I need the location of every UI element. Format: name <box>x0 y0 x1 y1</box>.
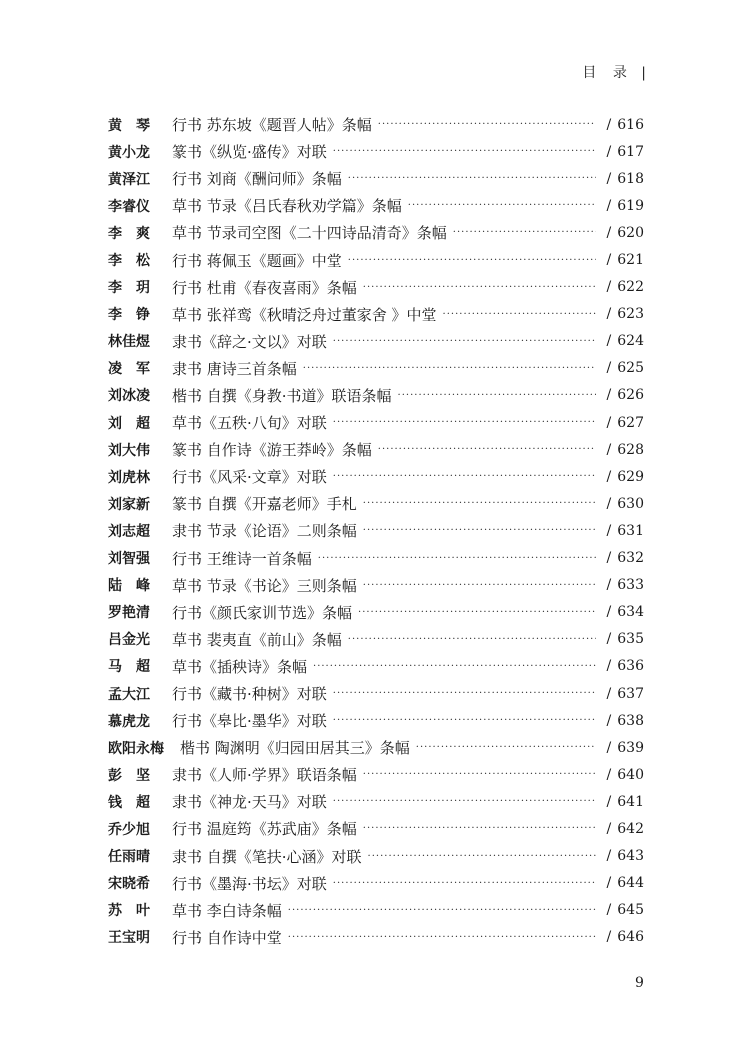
dot-leader <box>363 580 596 591</box>
page-value: 641 <box>617 793 644 810</box>
entry-author: 刘大伟 <box>108 442 150 459</box>
page-value: 629 <box>617 468 644 485</box>
entry-page-number <box>600 144 644 160</box>
entry-page-number <box>600 658 644 674</box>
entry-page-number <box>600 902 644 918</box>
page-value: 642 <box>617 820 644 837</box>
entry-author: 彭 坚 <box>108 767 150 784</box>
page-separator: / <box>606 387 612 404</box>
entry-title: 草书 节录司空图《二十四诗品清奇》条幅 <box>172 224 447 243</box>
entry-author: 慕虎龙 <box>108 713 150 730</box>
entry-title: 草书《五秩·八旬》对联 <box>172 414 327 433</box>
page-separator: / <box>606 522 612 539</box>
page-separator: / <box>606 441 612 458</box>
page-value: 619 <box>617 197 644 214</box>
page-value: 620 <box>617 224 644 241</box>
entry-author: 苏 叶 <box>108 903 150 920</box>
toc-entry[interactable] <box>108 870 644 897</box>
toc-entry[interactable] <box>108 626 644 653</box>
dot-leader <box>318 553 596 564</box>
entry-title: 隶书《人师·学界》联语条幅 <box>172 766 357 785</box>
entry-title: 楷书 自撰《身教·书道》联语条幅 <box>172 386 392 405</box>
entry-author: 刘 超 <box>108 415 150 432</box>
entry-page-number <box>600 740 644 756</box>
toc-entry[interactable] <box>108 761 644 788</box>
entry-title: 行书 蒋佩玉《题画》中堂 <box>172 251 342 270</box>
entry-title: 草书《插秧诗》条幅 <box>172 657 308 676</box>
toc-entry[interactable] <box>108 409 644 436</box>
entry-page-number <box>600 171 644 187</box>
page-separator: / <box>606 739 612 756</box>
page-separator: / <box>606 658 612 675</box>
entry-title: 隶书《辞之·文以》对联 <box>172 332 327 351</box>
page-value: 633 <box>617 577 644 594</box>
page-value: 640 <box>617 766 644 783</box>
page-value: 632 <box>617 550 644 567</box>
dot-leader <box>303 363 596 374</box>
entry-page-number <box>600 415 644 431</box>
entry-page-number <box>600 360 644 376</box>
page-separator: / <box>606 929 612 946</box>
entry-author: 乔少旭 <box>108 821 150 838</box>
entry-author: 罗艳清 <box>108 605 150 622</box>
page-value: 623 <box>617 306 644 323</box>
entry-page-number <box>600 306 644 322</box>
entry-title: 篆书 自作诗《游王莽岭》条幅 <box>172 441 372 460</box>
entry-page-number <box>600 767 644 783</box>
entry-page-number <box>600 821 644 837</box>
toc-entry[interactable] <box>108 680 644 707</box>
page-separator: / <box>606 414 612 431</box>
entry-page-number <box>600 686 644 702</box>
table-of-contents <box>108 111 644 951</box>
entry-title: 行书 苏东坡《题晋人帖》条幅 <box>172 116 372 135</box>
toc-entry[interactable] <box>108 463 644 490</box>
page-value: 634 <box>617 604 644 621</box>
page-separator: / <box>606 170 612 187</box>
toc-entry[interactable] <box>108 545 644 572</box>
dot-leader <box>313 661 596 672</box>
entry-title: 行书《风采·文章》对联 <box>172 468 327 487</box>
page-separator: / <box>606 577 612 594</box>
page-value: 628 <box>617 441 644 458</box>
toc-entry[interactable] <box>108 599 644 626</box>
entry-title: 行书 杜甫《春夜喜雨》条幅 <box>172 278 357 297</box>
dot-leader <box>333 471 596 482</box>
page-value: 626 <box>617 387 644 404</box>
page-separator: / <box>606 631 612 648</box>
entry-author: 李 爽 <box>108 225 150 242</box>
toc-entry[interactable] <box>108 111 644 138</box>
toc-entry[interactable] <box>108 274 644 301</box>
dot-leader <box>368 851 596 862</box>
page-separator: / <box>606 793 612 810</box>
dot-leader <box>363 823 596 834</box>
page-number: 9 <box>635 975 644 991</box>
dot-leader <box>333 715 596 726</box>
toc-entry[interactable] <box>108 328 644 355</box>
toc-entry[interactable] <box>108 301 644 328</box>
dot-leader <box>333 336 596 347</box>
page-value: 643 <box>617 848 644 865</box>
toc-entry[interactable] <box>108 653 644 680</box>
entry-page-number <box>600 333 644 349</box>
entry-title: 篆书《纵览·盛传》对联 <box>172 143 327 162</box>
page-separator: / <box>606 143 612 160</box>
toc-entry[interactable] <box>108 517 644 544</box>
toc-entry[interactable] <box>108 246 644 273</box>
entry-title: 行书 温庭筠《苏武庙》条幅 <box>172 820 357 839</box>
entry-title: 篆书 自撰《开嘉老师》手札 <box>172 495 357 514</box>
entry-page-number <box>600 496 644 512</box>
entry-page-number <box>600 794 644 810</box>
page-value: 630 <box>617 495 644 512</box>
entry-title: 楷书 陶渊明《归园田居其三》条幅 <box>180 739 410 758</box>
dot-leader <box>453 227 596 238</box>
entry-author: 刘虎林 <box>108 469 150 486</box>
page-value: 646 <box>617 929 644 946</box>
toc-entry[interactable] <box>108 219 644 246</box>
entry-page-number <box>600 929 644 945</box>
entry-page-number <box>600 279 644 295</box>
toc-entry[interactable] <box>108 490 644 517</box>
entry-page-number <box>600 604 644 620</box>
toc-entry[interactable] <box>108 192 644 219</box>
page-separator: / <box>606 197 612 214</box>
dot-leader <box>348 173 596 184</box>
entry-author: 孟大江 <box>108 686 150 703</box>
entry-page-number <box>600 469 644 485</box>
dot-leader <box>378 119 596 130</box>
page-separator: / <box>606 712 612 729</box>
toc-entry[interactable] <box>108 572 644 599</box>
toc-entry[interactable] <box>108 707 644 734</box>
page-separator: / <box>606 360 612 377</box>
page-value: 627 <box>617 414 644 431</box>
entry-author: 任雨晴 <box>108 849 150 866</box>
entry-title: 行书《皋比·墨华》对联 <box>172 712 327 731</box>
page-separator: / <box>606 279 612 296</box>
entry-page-number <box>600 523 644 539</box>
entry-author: 刘智强 <box>108 551 150 568</box>
toc-entry[interactable] <box>108 436 644 463</box>
dot-leader <box>333 878 596 889</box>
header-bar: | <box>641 65 646 81</box>
page-separator: / <box>606 685 612 702</box>
dot-leader <box>348 255 596 266</box>
entry-title: 隶书 唐诗三首条幅 <box>172 359 297 378</box>
entry-page-number <box>600 848 644 864</box>
page-separator: / <box>606 252 612 269</box>
entry-author: 李 铮 <box>108 307 150 324</box>
page-value: 639 <box>617 739 644 756</box>
entry-page-number <box>600 875 644 891</box>
entry-page-number <box>600 442 644 458</box>
header-label: 目 录 <box>582 65 633 81</box>
entry-page-number <box>600 387 644 403</box>
dot-leader <box>416 742 596 753</box>
entry-title: 草书 节录《吕氏春秋劝学篇》条幅 <box>172 197 402 216</box>
toc-entry[interactable] <box>108 382 644 409</box>
toc-entry[interactable] <box>108 897 644 924</box>
entry-title: 隶书 节录《论语》二则条幅 <box>172 522 357 541</box>
entry-page-number <box>600 225 644 241</box>
entry-title: 行书 自作诗中堂 <box>172 928 282 947</box>
page-separator: / <box>606 116 612 133</box>
page-value: 636 <box>617 658 644 675</box>
page-separator: / <box>606 306 612 323</box>
entry-author: 李 玥 <box>108 280 150 297</box>
dot-leader <box>333 146 596 157</box>
toc-entry[interactable] <box>108 734 644 761</box>
page-value: 635 <box>617 631 644 648</box>
dot-leader <box>363 282 596 293</box>
entry-title: 草书 裴夷直《前山》条幅 <box>172 630 342 649</box>
dot-leader <box>363 498 596 509</box>
dot-leader <box>333 688 596 699</box>
page-value: 637 <box>617 685 644 702</box>
toc-entry[interactable] <box>108 843 644 870</box>
entry-author: 李 松 <box>108 253 150 270</box>
page-separator: / <box>606 468 612 485</box>
entry-title: 隶书《神龙·天马》对联 <box>172 793 327 812</box>
dot-leader <box>408 200 596 211</box>
page-separator: / <box>606 766 612 783</box>
entry-page-number <box>600 252 644 268</box>
entry-author: 马 超 <box>108 659 150 676</box>
entry-author: 钱 超 <box>108 794 150 811</box>
dot-leader <box>333 417 596 428</box>
entry-page-number <box>600 713 644 729</box>
dot-leader <box>363 769 596 780</box>
entry-title: 行书 王维诗一首条幅 <box>172 549 312 568</box>
page-value: 638 <box>617 712 644 729</box>
toc-entry[interactable] <box>108 924 644 951</box>
toc-entry[interactable] <box>108 165 644 192</box>
page-separator: / <box>606 604 612 621</box>
page-value: 618 <box>617 170 644 187</box>
entry-page-number <box>600 117 644 133</box>
page-value: 644 <box>617 875 644 892</box>
entry-author: 欧阳永梅 <box>108 740 164 757</box>
entry-author: 宋晓希 <box>108 876 150 893</box>
page-separator: / <box>606 495 612 512</box>
entry-title: 行书《颜氏家训节选》条幅 <box>172 603 353 622</box>
entry-author: 刘家新 <box>108 496 150 513</box>
page-value: 645 <box>617 902 644 919</box>
running-header <box>582 62 646 82</box>
dot-leader <box>443 309 596 320</box>
entry-title: 隶书 自撰《笔扶·心涵》对联 <box>172 847 362 866</box>
toc-entry[interactable] <box>108 815 644 842</box>
page-value: 631 <box>617 522 644 539</box>
entry-author: 李睿仪 <box>108 198 150 215</box>
page-separator: / <box>606 550 612 567</box>
entry-title: 草书 张祥鸾《秋晴泛舟过董家舍 》中堂 <box>172 305 437 324</box>
entry-title: 行书《藏书·种树》对联 <box>172 685 327 704</box>
page-value: 617 <box>617 143 644 160</box>
toc-entry[interactable] <box>108 138 644 165</box>
dot-leader <box>363 525 596 536</box>
entry-author: 黄小龙 <box>108 144 150 161</box>
entry-author: 凌 军 <box>108 361 150 378</box>
entry-author: 刘志超 <box>108 523 150 540</box>
page-separator: / <box>606 820 612 837</box>
dot-leader <box>288 932 596 943</box>
page-separator: / <box>606 224 612 241</box>
dot-leader <box>398 390 596 401</box>
entry-title: 草书 李白诗条幅 <box>172 901 282 920</box>
entry-page-number <box>600 550 644 566</box>
entry-author: 陆 峰 <box>108 578 150 595</box>
dot-leader <box>348 634 596 645</box>
entry-author: 王宝明 <box>108 930 150 947</box>
dot-leader <box>333 796 596 807</box>
entry-title: 行书 刘商《酬问师》条幅 <box>172 170 342 189</box>
entry-page-number <box>600 577 644 593</box>
page-separator: / <box>606 333 612 350</box>
page-value: 625 <box>617 360 644 377</box>
page-value: 616 <box>617 116 644 133</box>
entry-author: 刘冰凌 <box>108 388 150 405</box>
page-value: 621 <box>617 252 644 269</box>
entry-author: 林佳煜 <box>108 334 150 351</box>
entry-author: 黄 琴 <box>108 117 150 134</box>
page-separator: / <box>606 902 612 919</box>
dot-leader <box>378 444 596 455</box>
dot-leader <box>358 607 596 618</box>
entry-author: 吕金光 <box>108 632 150 649</box>
entry-page-number <box>600 631 644 647</box>
toc-entry[interactable] <box>108 355 644 382</box>
entry-page-number <box>600 198 644 214</box>
page-value: 624 <box>617 333 644 350</box>
page-separator: / <box>606 875 612 892</box>
dot-leader <box>288 905 596 916</box>
page-separator: / <box>606 848 612 865</box>
page-value: 622 <box>617 279 644 296</box>
toc-entry[interactable] <box>108 788 644 815</box>
entry-title: 行书《墨海·书坛》对联 <box>172 874 327 893</box>
entry-title: 草书 节录《书论》三则条幅 <box>172 576 357 595</box>
entry-author: 黄泽江 <box>108 171 150 188</box>
